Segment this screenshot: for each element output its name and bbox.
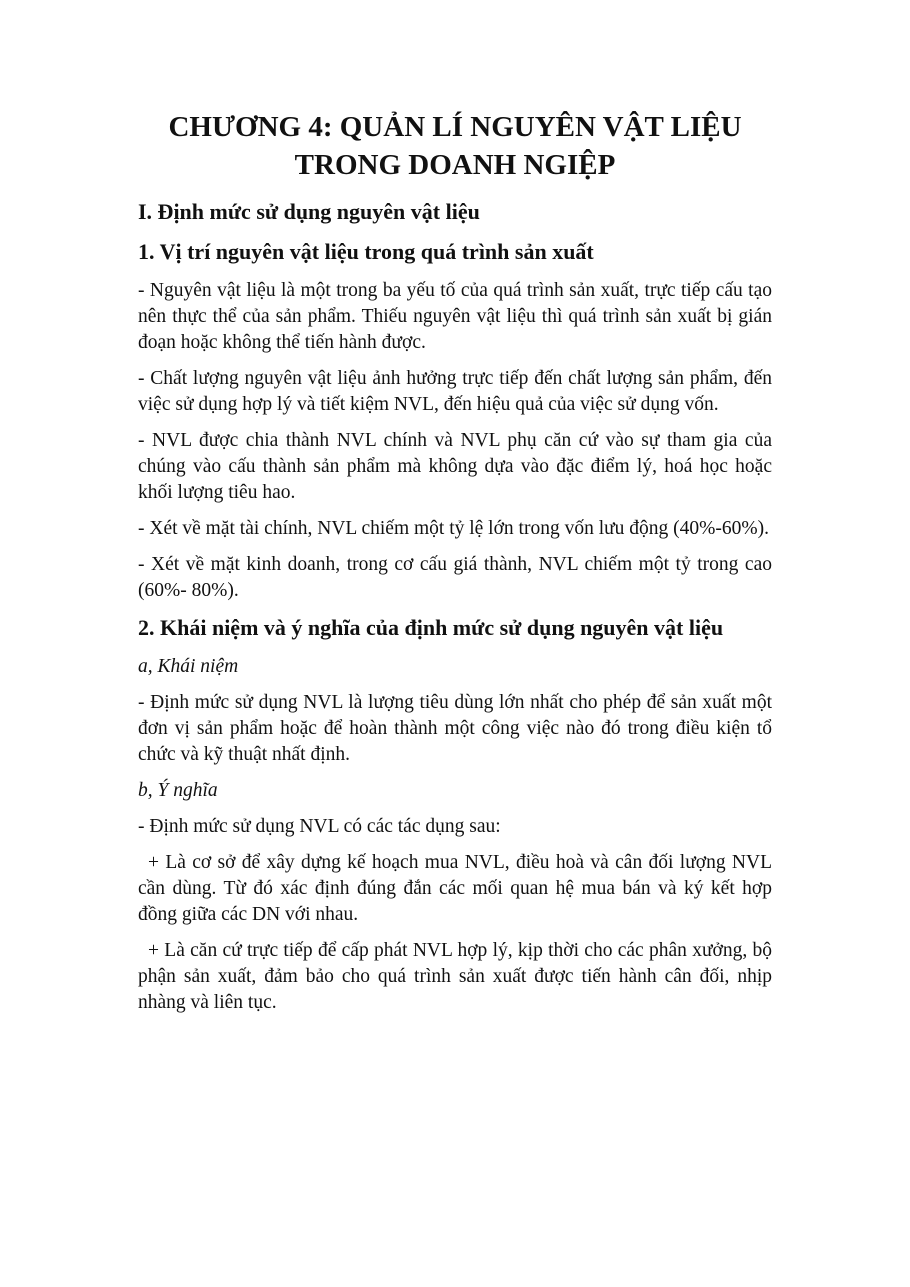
sub-label-meaning: b, Ý nghĩa bbox=[138, 780, 218, 801]
section-heading-1: I. Định mức sử dụng nguyên vật liệu bbox=[138, 199, 480, 224]
paragraph: - Định mức sử dụng NVL có các tác dụng sau: bbox=[138, 816, 501, 837]
paragraph: - Chất lượng nguyên vật liệu ảnh hưởng trực tiếp đến chất lượng sản phẩm, đến việc sử dụng hợp lý và tiết kiệm NVL, đến hiệu quả của việc sử dụng vốn. bbox=[138, 368, 772, 415]
paragraph: - NVL được chia thành NVL chính và NVL phụ căn cứ vào sự tham gia của chúng vào cấu thành sản phẩm mà không dựa vào đặc điểm lý, hoá học hoặc khối lượng tiêu hao. bbox=[138, 430, 772, 503]
subsection-heading-1: 1. Vị trí nguyên vật liệu trong quá trình sản xuất bbox=[138, 239, 594, 264]
paragraph: - Nguyên vật liệu là một trong ba yếu tố của quá trình sản xuất, trực tiếp cấu tạo nên thực thể của sản phẩm. Thiếu nguyên vật liệu thì quá trình sản xuất bị gián đoạn hoặc không thể tiến hành được. bbox=[138, 280, 772, 353]
paragraph: - Xét về mặt tài chính, NVL chiếm một tỷ lệ lớn trong vốn lưu động (40%-60%). bbox=[138, 518, 770, 539]
paragraph: - Định mức sử dụng NVL là lượng tiêu dùng lớn nhất cho phép để sản xuất một đơn vị sản phẩm hoặc để hoàn thành một công việc nào đó trong điều kiện tổ chức và kỹ thuật nhất định. bbox=[138, 692, 772, 765]
paragraph: - Xét về mặt kinh doanh, trong cơ cấu giá thành, NVL chiếm một tỷ trong cao (60%- 80%). bbox=[138, 554, 772, 601]
document-page bbox=[138, 108, 772, 1026]
list-item: + Là căn cứ trực tiếp để cấp phát NVL hợp lý, kịp thời cho các phân xưởng, bộ phận sản xuất, đảm bảo cho quá trình sản xuất được tiến hành cân đối, nhịp nhàng và liên tục. bbox=[138, 940, 772, 1013]
subsection-heading-2: 2. Khái niệm và ý nghĩa của định mức sử dụng nguyên vật liệu bbox=[138, 615, 724, 640]
chapter-title bbox=[138, 108, 772, 184]
chapter-title-line-2: TRONG DOANH NGIỆP bbox=[294, 149, 616, 181]
sub-label-concept: a, Khái niệm bbox=[138, 656, 239, 677]
list-item: + Là cơ sở để xây dựng kế hoạch mua NVL, điều hoà và cân đối lượng NVL cần dùng. Từ đó xác định đúng đắn các mối quan hệ mua bán và ký kết hợp đồng giữa các DN với nhau. bbox=[138, 852, 772, 925]
chapter-title-line-1: CHƯƠNG 4: QUẢN LÍ NGUYÊN VẬT LIỆU bbox=[168, 111, 742, 143]
